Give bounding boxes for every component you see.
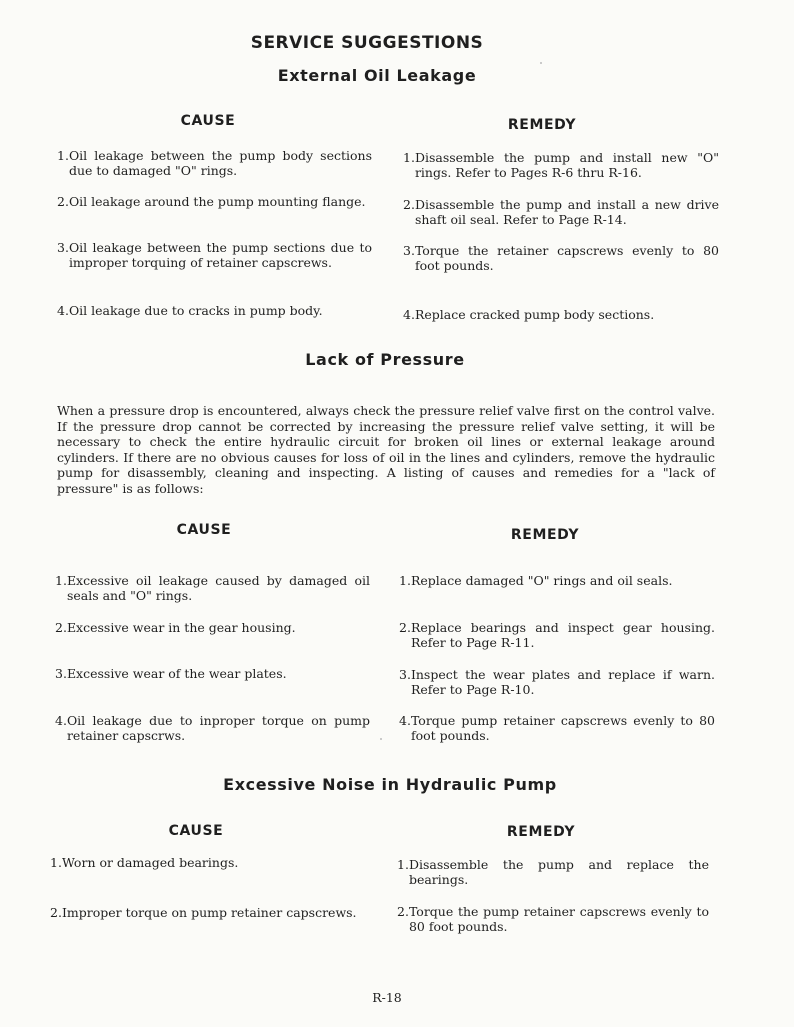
item-number: 3. — [403, 243, 415, 258]
cause-item — [50, 855, 370, 870]
item-number: 1. — [55, 573, 67, 588]
remedy-heading: REMEDY — [510, 527, 580, 543]
remedy-item — [399, 713, 715, 743]
item-text: Disassemble the pump and replace the bearings. — [408, 857, 709, 887]
item-text: Oil leakage between the pump body sections due to damaged "O" rings. — [68, 148, 372, 178]
cause-item — [57, 148, 372, 178]
item-text: Improper torque on pump retainer capscrews. — [61, 905, 357, 920]
cause-heading: CAUSE — [168, 823, 224, 839]
remedy-heading: REMEDY — [507, 117, 577, 133]
remedy-item — [403, 197, 719, 227]
item-text: Disassemble the pump and install a new drive shaft oil seal. Refer to Page R-14. — [414, 197, 719, 227]
remedy-item — [403, 243, 719, 273]
item-text: Excessive wear in the gear housing. — [66, 620, 296, 635]
remedy-item — [397, 857, 709, 887]
scan-speck — [540, 62, 542, 64]
item-text: Torque the retainer capscrews evenly to 80 foot pounds. — [414, 243, 719, 273]
section-title-external-oil-leakage: External Oil Leakage — [277, 66, 477, 85]
item-text: Inspect the wear plates and replace if warn. Refer to Page R-10. — [410, 667, 715, 697]
item-text: Disassemble the pump and install new "O" rings. Refer to Pages R-6 thru R-16. — [414, 150, 719, 180]
remedy-item — [403, 150, 719, 180]
item-text: Replace bearings and inspect gear housing. Refer to Page R-11. — [410, 620, 715, 650]
cause-heading: CAUSE — [180, 113, 236, 129]
item-number: 2. — [55, 620, 67, 635]
remedy-item — [399, 573, 717, 588]
cause-item — [55, 666, 370, 681]
item-text: Torque the pump retainer capscrews evenly to 80 foot pounds. — [408, 904, 709, 934]
remedy-heading: REMEDY — [506, 824, 576, 840]
lack-of-pressure-intro: When a pressure drop is encountered, always check the pressure relief valve first on the control valve. If the pressure drop cannot be corrected by increasing the pressure relief valve setting, it will be necessary to check the entire hydraulic circuit for broken oil lines or external leakage around cylinders. If there are no obvious causes for loss of oil in the lines and cylinders, remove the hydraulic pump for disassembly, cleaning and inspecting. A listing of causes and remedies for a "lack of pressure" is as follows: — [57, 403, 715, 496]
item-number: 4. — [403, 307, 415, 322]
item-number: 3. — [399, 667, 411, 682]
item-number: 1. — [403, 150, 415, 165]
item-text: Oil leakage due to inproper torque on pump retainer capscrws. — [66, 713, 370, 743]
cause-item — [55, 573, 370, 603]
page-number: R-18 — [372, 990, 402, 1005]
item-number: 3. — [55, 666, 67, 681]
cause-item — [57, 194, 372, 209]
item-number: 2. — [57, 194, 69, 209]
item-text: Worn or damaged bearings. — [61, 855, 239, 870]
item-number: 2. — [403, 197, 415, 212]
page-title: SERVICE SUGGESTIONS — [250, 33, 484, 53]
item-text: Excessive wear of the wear plates. — [66, 666, 287, 681]
item-number: 3. — [57, 240, 69, 255]
item-number: 1. — [399, 573, 411, 588]
item-text: Torque pump retainer capscrews evenly to 80 foot pounds. — [410, 713, 715, 743]
cause-heading: CAUSE — [176, 522, 232, 538]
remedy-item — [399, 667, 715, 697]
item-number: 4. — [55, 713, 67, 728]
item-number: 1. — [397, 857, 409, 872]
section-title-excessive-noise: Excessive Noise in Hydraulic Pump — [223, 775, 557, 794]
item-text: Replace damaged "O" rings and oil seals. — [410, 573, 673, 588]
remedy-item — [397, 904, 709, 934]
item-text: Oil leakage between the pump sections due to improper torquing of retainer capscrews. — [68, 240, 372, 270]
section-title-lack-of-pressure: Lack of Pressure — [305, 350, 465, 369]
item-text: Oil leakage due to cracks in pump body. — [68, 303, 323, 318]
cause-item — [50, 905, 365, 920]
item-text: Oil leakage around the pump mounting flange. — [68, 194, 366, 209]
item-text: Replace cracked pump body sections. — [414, 307, 655, 322]
scan-speck — [380, 738, 382, 740]
cause-item — [55, 713, 370, 743]
item-number: 4. — [399, 713, 411, 728]
cause-item — [57, 303, 375, 318]
item-number: 2. — [50, 905, 62, 920]
item-number: 1. — [50, 855, 62, 870]
cause-item — [57, 240, 372, 270]
item-number: 4. — [57, 303, 69, 318]
cause-item — [55, 620, 370, 635]
item-text: Excessive oil leakage caused by damaged oil seals and "O" rings. — [66, 573, 370, 603]
item-number: 2. — [399, 620, 411, 635]
item-number: 1. — [57, 148, 69, 163]
remedy-item — [403, 307, 703, 322]
remedy-item — [399, 620, 715, 650]
item-number: 2. — [397, 904, 409, 919]
